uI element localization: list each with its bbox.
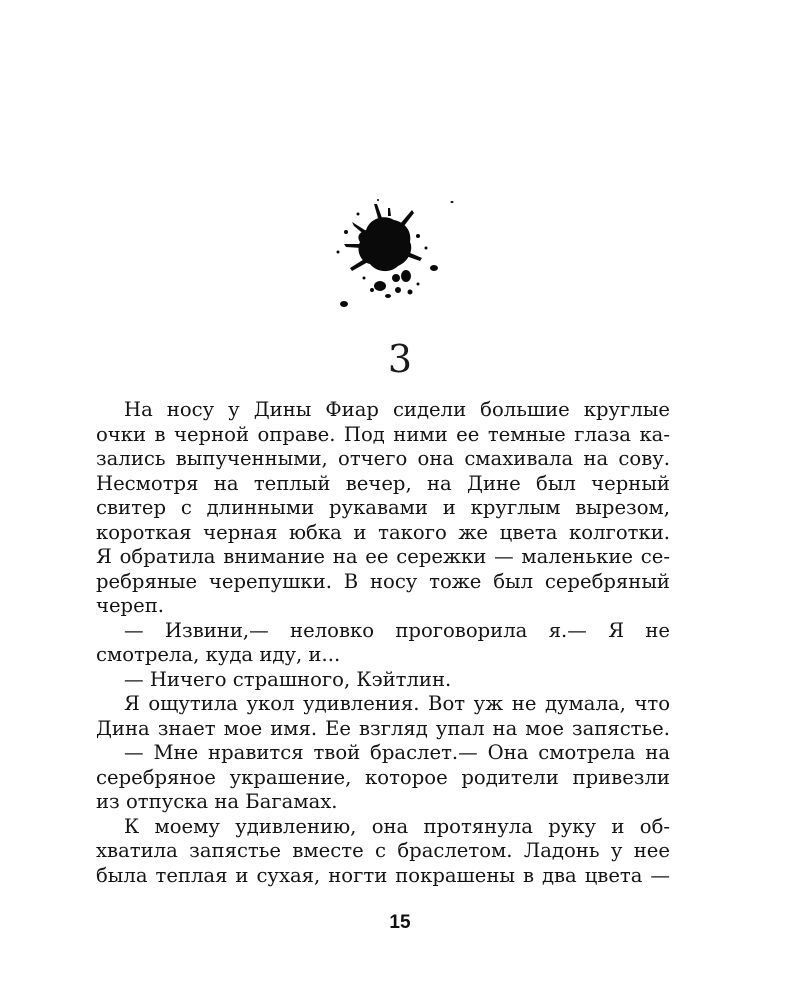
- text-line: была теплая и сухая, ногти покрашены в два цвета —: [96, 863, 670, 887]
- page-number: 15: [389, 912, 411, 933]
- text-line: Дина знает мое имя. Ее взгляд упал на мое запястье.: [96, 716, 670, 740]
- text-line: из отпуска на Багамах.: [96, 790, 338, 813]
- text-line: короткая черная юбка и такого же цвета колготки.: [96, 520, 670, 544]
- text-line: серебряное украшение, которое родители привезли: [96, 765, 670, 789]
- text-line: — Мне нравится твой браслет.— Она смотрела на: [124, 741, 670, 764]
- text-line: зались выпученными, отчего она смахивала на сову.: [96, 447, 670, 470]
- text-line: череп.: [96, 594, 164, 617]
- text-line: К моему удивлению, она протянула руку и об-: [124, 814, 670, 838]
- chapter-number: 3: [387, 337, 413, 381]
- text-line: смотрела, куда иду, и...: [96, 643, 341, 666]
- text-line: Я обратила внимание на ее сережки — маленькие се-: [96, 545, 670, 568]
- text-line: На носу у Дины Фиар сидели большие круглые: [124, 398, 670, 421]
- text-line: очки в черной оправе. Под ними ее темные глаза ка-: [96, 422, 670, 446]
- text-line: свитер с длинными рукавами и круглым вырезом,: [96, 496, 670, 519]
- text-line: Несмотря на теплый вечер, на Дине был черный: [96, 471, 670, 495]
- ink-splatter-icon: [318, 192, 468, 317]
- text-line: ребряные черепушки. В носу тоже был серебряный: [96, 569, 670, 593]
- text-line: хватила запястье вместе с браслетом. Ладонь у нее: [96, 839, 670, 862]
- body-text: [96, 398, 670, 888]
- text-line: — Ничего страшного, Кэйтлин.: [124, 667, 452, 691]
- text-line: Я ощутила укол удивления. Вот уж не думала, что: [124, 692, 670, 715]
- text-line: — Извини,— неловко проговорила я.— Я не: [124, 618, 670, 642]
